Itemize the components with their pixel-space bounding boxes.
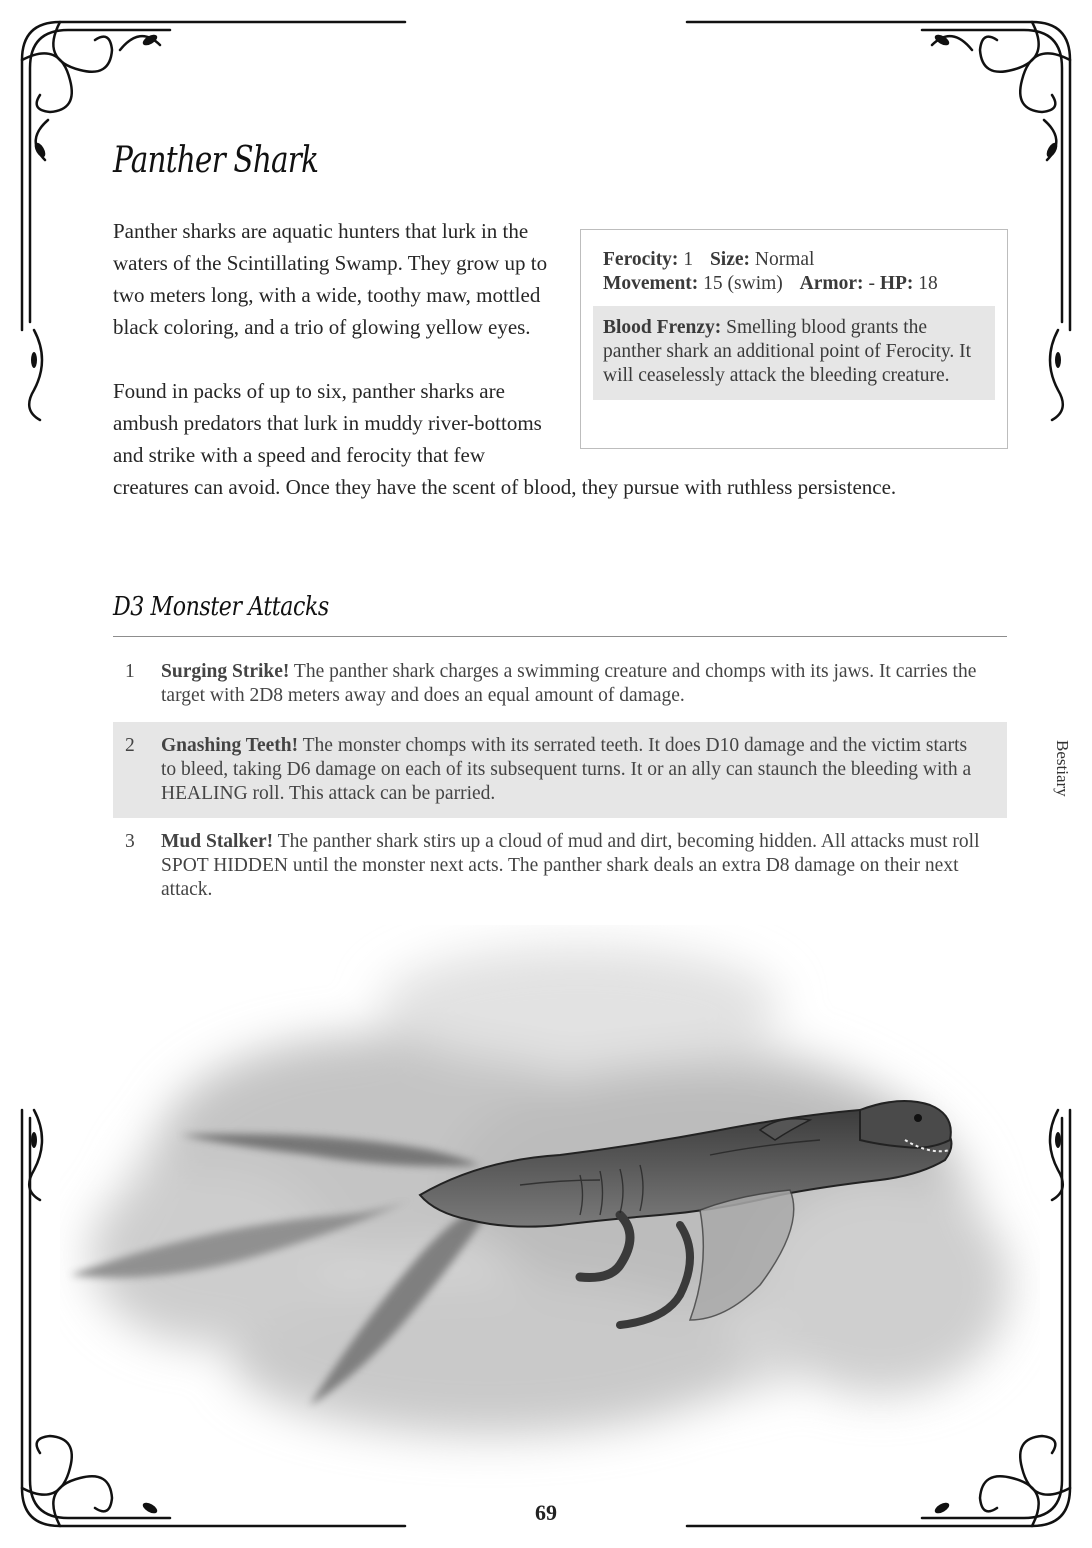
ferocity-value: 1	[683, 249, 694, 270]
section-side-tab: Bestiary	[1053, 740, 1072, 797]
armor-label: Armor:	[799, 273, 864, 294]
attack-description	[161, 830, 987, 902]
hp-value: 18	[918, 273, 938, 294]
page-title: Panther Shark	[113, 140, 319, 181]
attack-name: Mud Stalker!	[161, 831, 274, 852]
attack-row	[113, 822, 1007, 912]
attack-name: Gnashing Teeth!	[161, 735, 299, 756]
movement-label: Movement:	[603, 273, 699, 294]
size-value: Normal	[754, 249, 815, 270]
ferocity-label: Ferocity:	[603, 249, 679, 270]
stat-block	[580, 229, 1008, 449]
attack-number: 2	[125, 735, 135, 756]
attack-name: Surging Strike!	[161, 661, 290, 682]
hp-label: HP:	[879, 273, 914, 294]
heading-divider	[113, 636, 1007, 637]
attack-description	[161, 660, 987, 708]
intro-paragraph-1: Panther sharks are aquatic hunters that lurk in the waters of the Scintillating Swamp. They grow up to two meters long, with a wide, toothy maw, mottled black coloring, and a trio of glowing yellow eyes.	[113, 219, 548, 339]
attack-number: 3	[125, 831, 135, 852]
stat-line-1	[593, 248, 995, 272]
attack-text: The panther shark charges a swimming creature and chomps with its jaws. It carries the target with 2D8 meters away and does an equal amount of damage.	[161, 661, 977, 706]
attack-text: The monster chomps with its serrated teeth. It does D10 damage and the victim starts to bleed, taking D6 damage on each of its subsequent turns. It or an ally can staunch the bleeding with a HEALING roll. This attack can be parried.	[161, 735, 972, 804]
stat-line-2	[593, 272, 995, 296]
attack-row	[113, 722, 1007, 818]
attack-description	[161, 734, 987, 806]
intro-section	[113, 215, 1013, 535]
attack-row	[113, 652, 1007, 718]
intro-paragraph-2: Found in packs of up to six, panther sharks are ambush predators that lurk in muddy river-bottoms and strike with a speed and ferocity that few creatures can avoid. Once they have the scent of blood, they pursue with ruthless persistence.	[113, 379, 897, 499]
attack-text: The panther shark stirs up a cloud of mud and dirt, becoming hidden. All attacks must roll SPOT HIDDEN until the monster next acts. The panther shark deals an extra D8 damage on their next attack.	[161, 831, 980, 900]
size-label: Size:	[709, 249, 751, 270]
attacks-heading: D3 Monster Attacks	[113, 592, 329, 622]
attack-table	[113, 652, 1007, 912]
panther-shark-illustration	[60, 925, 1040, 1490]
ability-text: Smelling blood grants the panther shark an additional point of Ferocity. It will ceaselessly attack the bleeding creature.	[603, 317, 972, 386]
movement-value: 15 (swim)	[703, 273, 783, 294]
page-number: 69	[535, 1500, 557, 1525]
attack-number: 1	[125, 661, 135, 682]
ability-name: Blood Frenzy:	[603, 317, 722, 338]
armor-value: -	[868, 273, 875, 294]
ability-box	[593, 306, 995, 400]
